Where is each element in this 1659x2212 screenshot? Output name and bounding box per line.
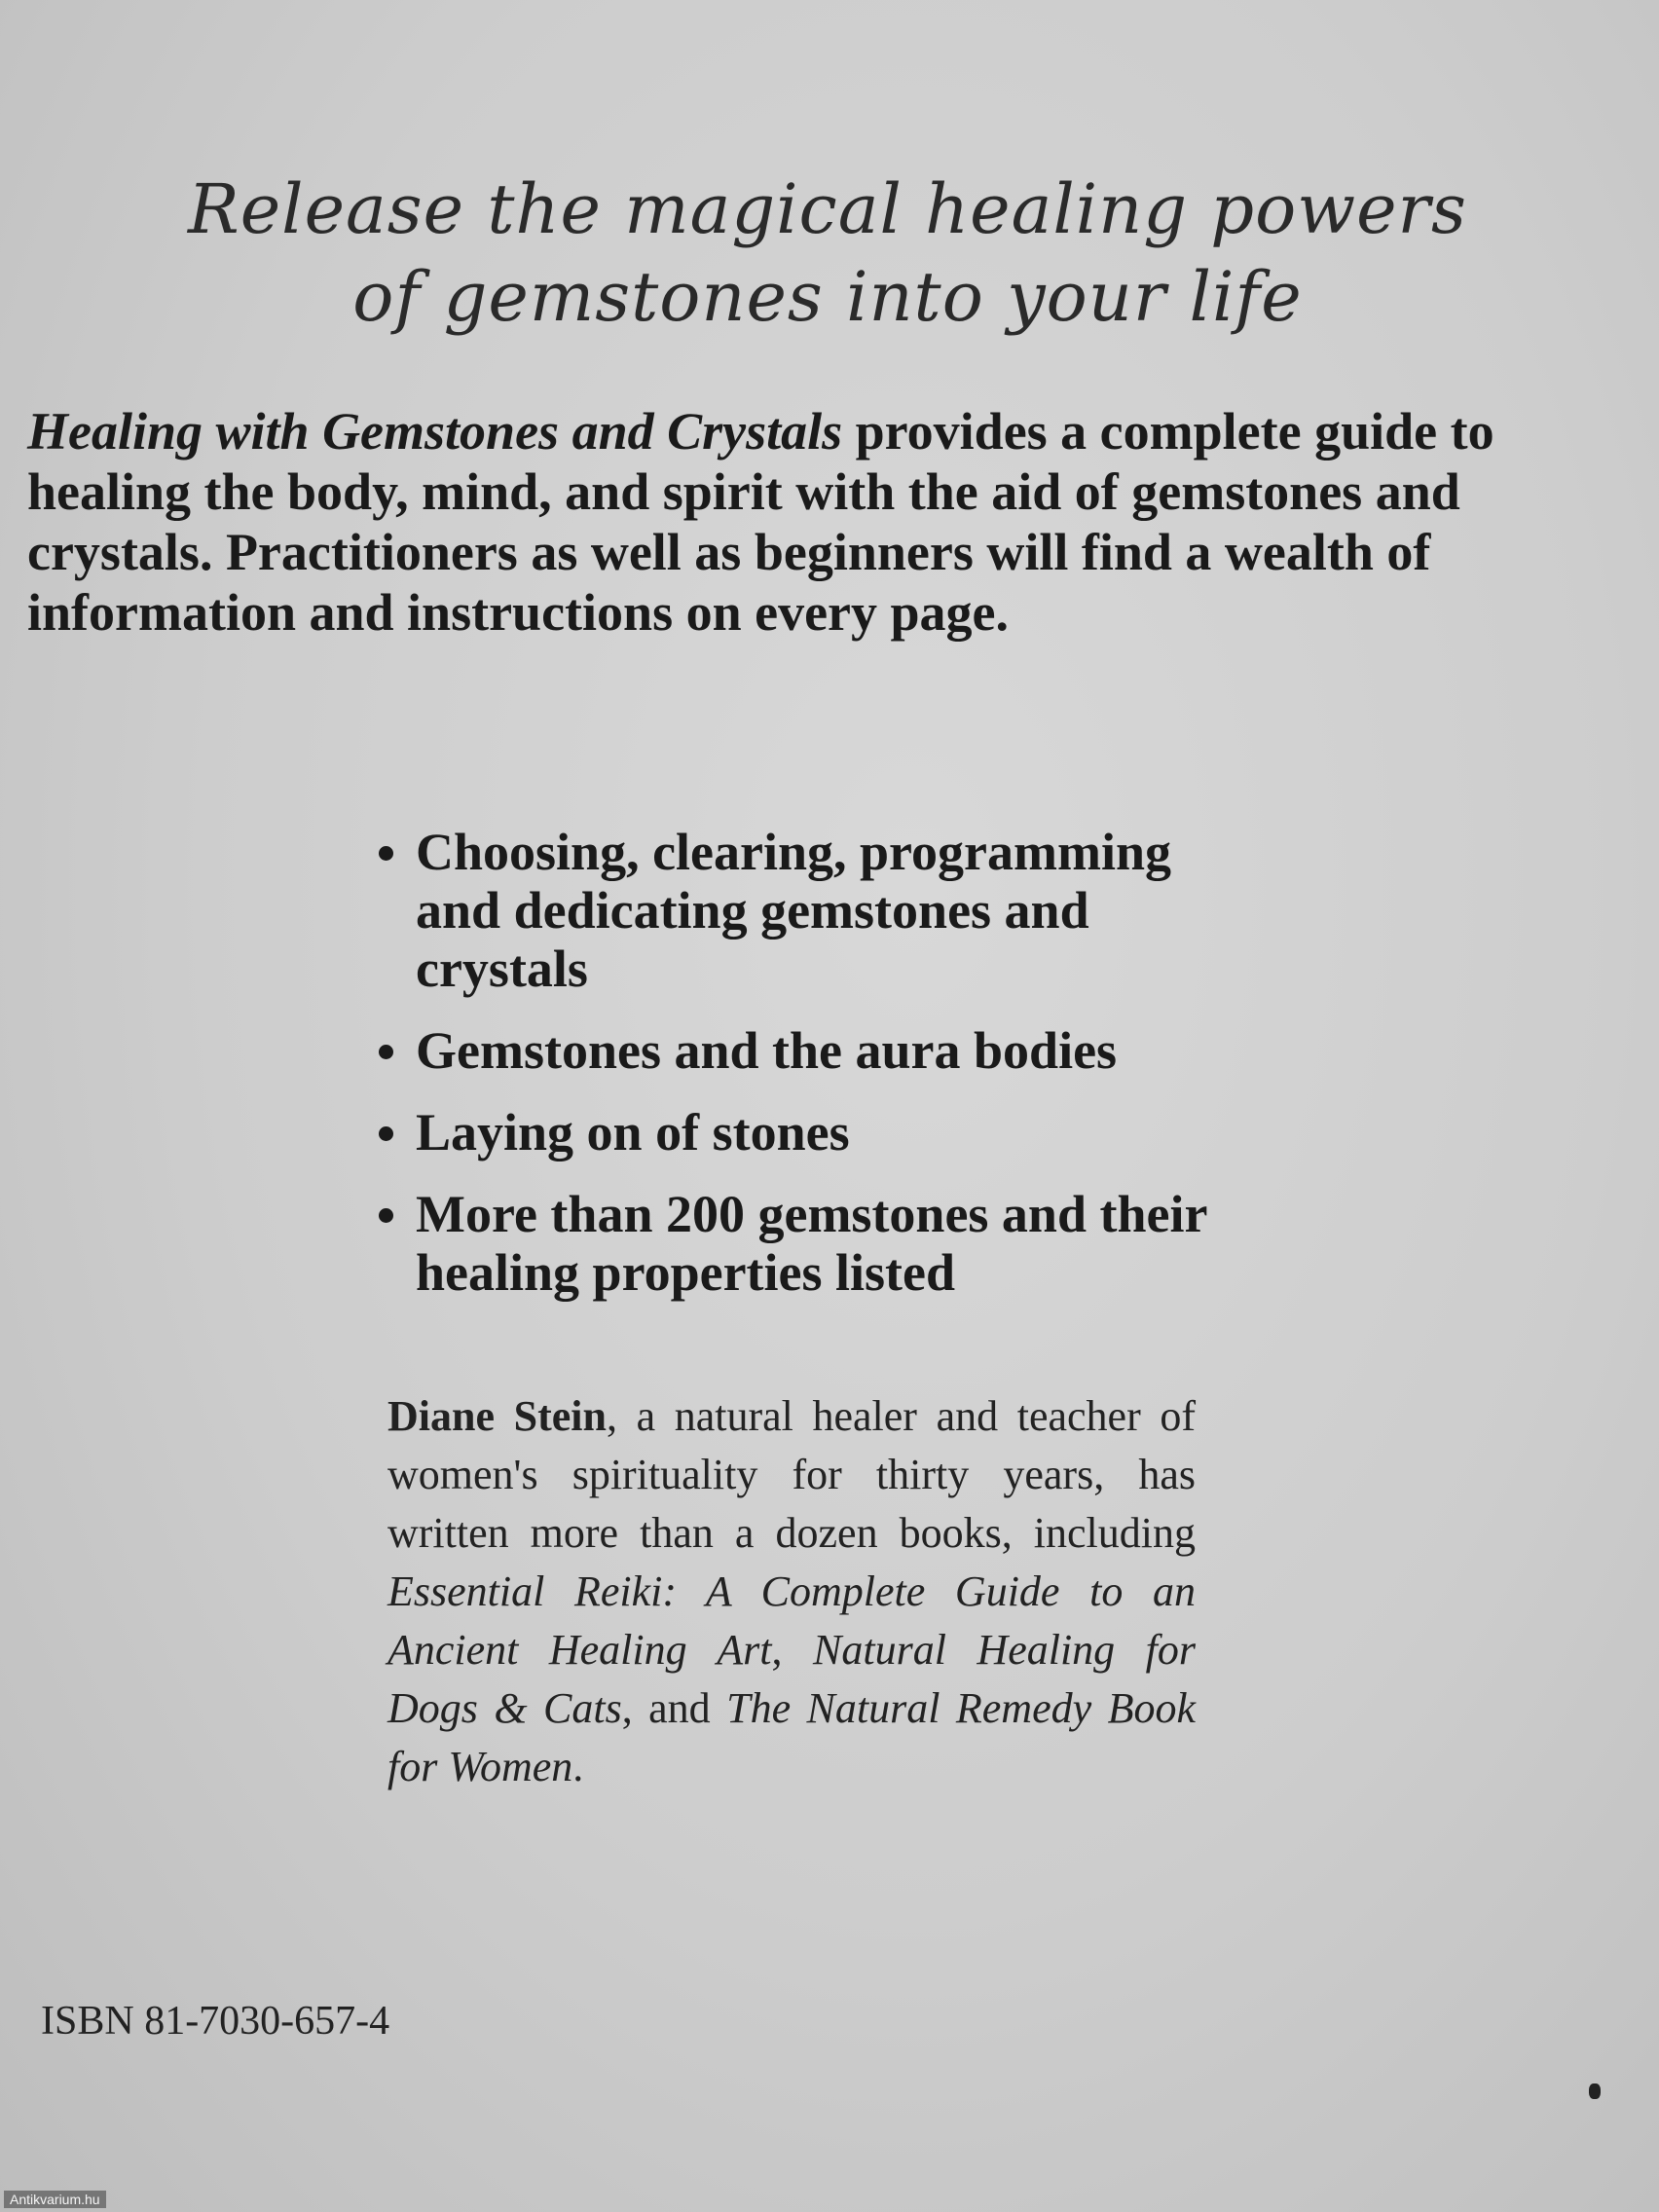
separator: , — [771, 1626, 814, 1674]
print-speck — [1589, 2083, 1601, 2099]
list-item — [375, 1185, 1251, 1302]
author-name: Diane Stein — [387, 1392, 607, 1440]
list-item — [375, 1021, 1251, 1080]
list-item-text: Gemstones and the aura bodies — [416, 1021, 1118, 1080]
intro-text: provides a complete guide to healing the body, mind, and spirit with the aid of gemstones and crystals. Practitioners as well as beginners will find a wealth of information and instructions on every page. — [27, 402, 1494, 642]
book-title-1: Essential Reiki: A Complete Guide to an Ancient Healing Art — [387, 1567, 1196, 1674]
book-title: Healing with Gemstones and Crystals — [27, 402, 843, 461]
bio-end: . — [572, 1743, 584, 1790]
list-item-text: Laying on of stones — [416, 1103, 850, 1161]
list-item — [375, 1103, 1251, 1161]
watermark: Antikvarium.hu — [4, 2191, 106, 2208]
bullet-icon — [379, 846, 393, 861]
bullet-icon — [379, 1045, 393, 1059]
bullet-icon — [379, 1208, 393, 1223]
headline-line-2: of gemstones into your life — [352, 257, 1303, 337]
feature-list — [375, 823, 1251, 1325]
list-item-text: Choosing, clearing, programming and dedicating gemstones and crystals — [416, 823, 1172, 998]
author-bio — [387, 1387, 1196, 1796]
headline — [117, 166, 1538, 341]
book-title-2: Natural Healing for Dogs & Cats — [387, 1626, 1196, 1732]
separator: , and — [621, 1684, 727, 1732]
author-bio-text: , a natural healer and teacher of women's spirituality for thirty years, has written more than a dozen books, including — [387, 1392, 1196, 1557]
list-item-text: More than 200 gemstones and their healing properties listed — [416, 1185, 1207, 1302]
headline-line-1: Release the magical healing powers — [188, 169, 1467, 249]
isbn: ISBN 81-7030-657-4 — [41, 1999, 390, 2044]
list-item — [375, 823, 1251, 998]
book-title-3: The Natural Remedy Book for Women — [387, 1684, 1196, 1790]
bullet-icon — [379, 1126, 393, 1141]
intro-paragraph — [27, 401, 1634, 643]
